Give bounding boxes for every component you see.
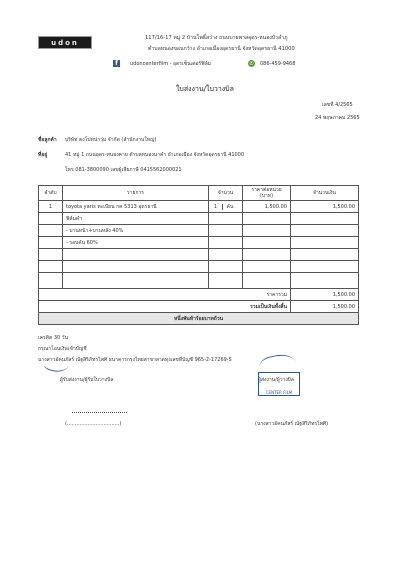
table-row bbox=[39, 213, 359, 225]
logo-text: udon bbox=[51, 38, 79, 47]
customer-phone-tax: โทร 081-3800090 เลขผู้เสียภาษี 0415562000021 bbox=[65, 167, 182, 173]
header-amount: จำนวนเงิน bbox=[291, 186, 359, 201]
row-item: ฟิล์มดำ bbox=[63, 213, 209, 225]
row-no: 1 bbox=[39, 201, 63, 213]
subtotal-value: 1,500.00 bbox=[291, 289, 359, 301]
row-price: 1,500.00 bbox=[243, 201, 291, 213]
amount-in-words: หนึ่งพันห้าร้อยบาทถ้วน bbox=[39, 313, 359, 325]
company-phone: 086-459-9468 bbox=[260, 61, 296, 67]
row-item: - บานหน้า+บานหลัง 40% bbox=[63, 225, 209, 237]
sender-label: ผู้ส่งงาน/ผู้วางบิล bbox=[258, 377, 294, 383]
table-row bbox=[39, 273, 359, 289]
row-unit: คัน bbox=[226, 203, 234, 210]
table-row bbox=[39, 225, 359, 237]
customer-name: บริษัท ตงโปหน่าวุ่ม จำกัด (สำนักงานใหญ่) bbox=[65, 137, 157, 143]
stamp-text: CENTER FILM bbox=[265, 390, 293, 395]
company-logo bbox=[38, 36, 92, 49]
row-qty-value: 1 bbox=[209, 204, 223, 210]
total-value: 1,500.00 bbox=[291, 301, 359, 313]
customer-address-label: ที่อยู่ bbox=[38, 152, 48, 158]
document-date: 24 พฤษภาคม 2565 bbox=[315, 115, 360, 121]
bank-account: นางสาวอัคนภัสร์ ณัฐสิริภัทรไพศิ ธนาคารกรุงไทยสาขาลาดทุงเลขที่บัญชี 965-2-17269-5 bbox=[38, 357, 232, 363]
table-row bbox=[39, 237, 359, 249]
facebook-icon: f bbox=[113, 60, 120, 67]
phone-icon: ✆ bbox=[249, 60, 254, 67]
table-row bbox=[39, 249, 359, 261]
row-amount: 1,500.00 bbox=[291, 201, 359, 213]
document-number: เลขที่ 4/2565 bbox=[322, 102, 353, 108]
row-item: toyota yaris ทะเบียน กค 5313 อุดรธานี bbox=[63, 201, 209, 213]
items-table bbox=[38, 185, 359, 325]
receiver-label: ผู้รับส่งงาน/ผู้รับใบวางบิล bbox=[60, 377, 114, 383]
receiver-signature-mark bbox=[43, 352, 71, 375]
company-stamp bbox=[258, 372, 300, 396]
total-row bbox=[39, 301, 359, 313]
receiver-name: (.................................) bbox=[65, 421, 122, 427]
header-unit-price: ราคาต่อหน่วย (บาท) bbox=[243, 186, 291, 201]
amount-words-row bbox=[39, 313, 359, 325]
table-row bbox=[39, 201, 359, 213]
table-header-row bbox=[39, 186, 359, 201]
total-label: รวมเป็นเงินทั้งสิ้น bbox=[39, 301, 291, 313]
credit-term: เครดิต 30 วัน bbox=[38, 335, 68, 341]
header-qty: จำนวน bbox=[209, 186, 243, 201]
row-item: - รอบคัน 60% bbox=[63, 237, 209, 249]
row-qty bbox=[209, 201, 243, 213]
header-no: ลำดับ bbox=[39, 186, 63, 201]
subtotal-row bbox=[39, 289, 359, 301]
header-item: รายการ bbox=[63, 186, 209, 201]
customer-address: 41 หมู่ 1 ถนนอุดร-หนองคาย ตำบลหนองนาคำ อำเภอเมือง จังหวัดอุดรธานี 41000 bbox=[65, 152, 245, 158]
customer-name-label: ชื่อลูกค้า bbox=[38, 137, 57, 143]
table-row bbox=[39, 261, 359, 273]
company-address-line2: ตำบลหนองขอนกว้าง อำเภอเมืองอุดรธานี จังหวัดอุดรธานี 41000 bbox=[148, 46, 295, 52]
document-title: ใบส่งงาน/ใบวางบิล bbox=[176, 85, 234, 93]
subtotal-label: ราคารวม bbox=[39, 289, 291, 301]
sender-name: (นางสาวอัคนภัสร์ ณัฐสิริภัทรไพศิ) bbox=[255, 421, 329, 427]
facebook-page: udoncenterfilm - อุดรเซ็นเตอร์ฟิล์ม bbox=[130, 61, 212, 67]
receiver-signature-line bbox=[72, 412, 127, 413]
company-address-line1: 117/16-17 หมู่ 2 บ้านโพธิ์สว่าง ถนนบายพาสอุดร-หนองบัวลำภู bbox=[145, 35, 288, 41]
transfer-note: กรุณาโอนเงินเข้าบัญชี bbox=[38, 346, 87, 352]
